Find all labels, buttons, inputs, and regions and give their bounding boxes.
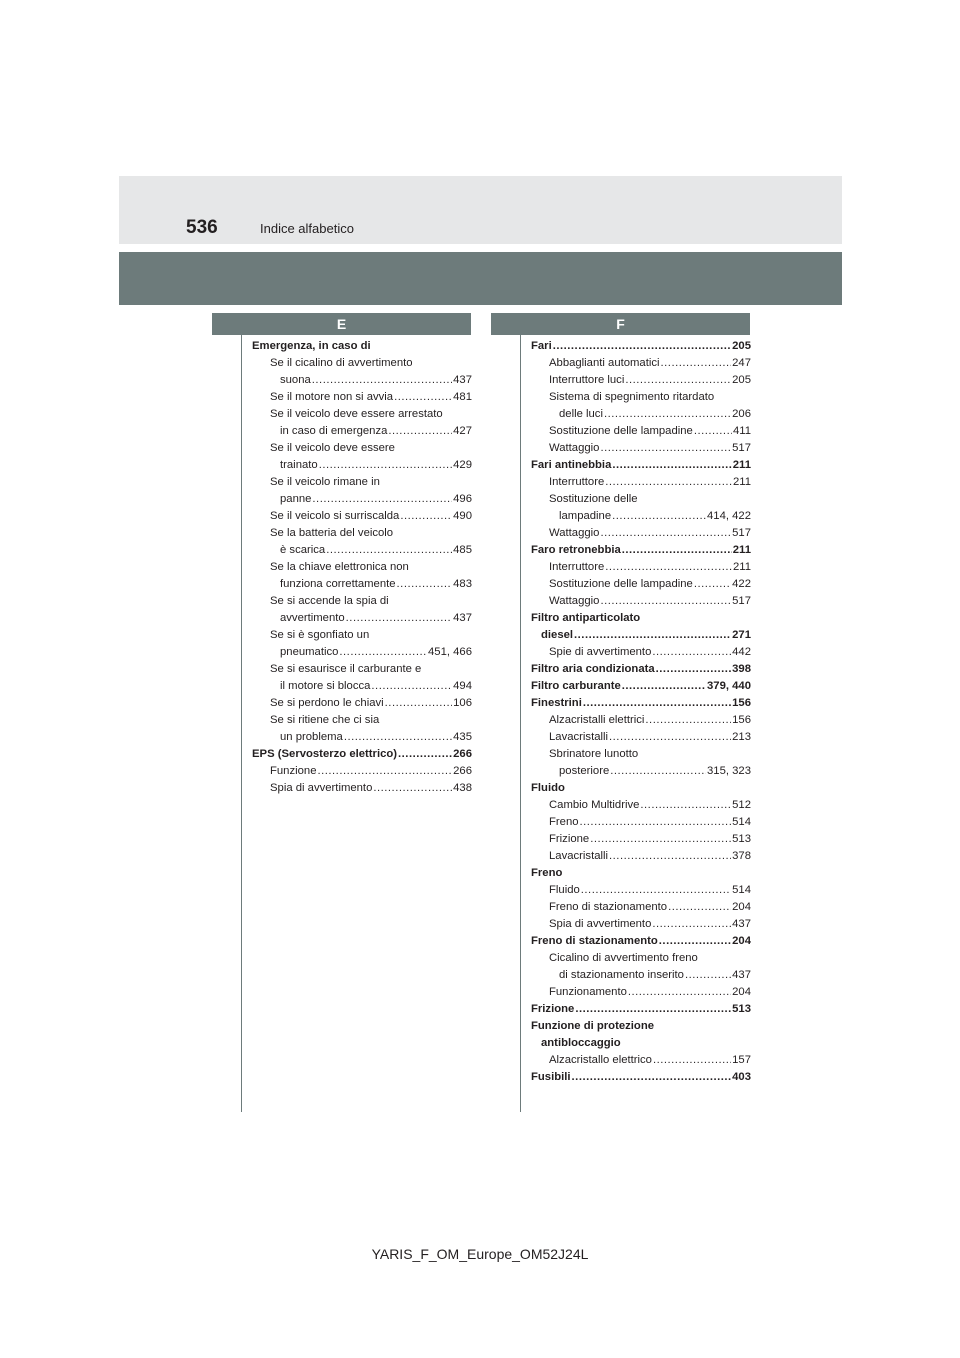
- entry-text: Frizione: [531, 1003, 575, 1015]
- index-entry: [252, 525, 472, 542]
- entry-page: 211: [732, 544, 751, 556]
- dot-leader: [346, 610, 452, 627]
- entry-page: 422: [732, 578, 751, 590]
- index-entry: [252, 355, 472, 372]
- index-entry: [531, 780, 751, 797]
- dot-leader: [590, 831, 731, 848]
- index-entry: [531, 559, 751, 576]
- letter-tab-e: E: [212, 313, 471, 335]
- entry-page: 490: [453, 510, 472, 522]
- entry-text: Se il veicolo deve essere: [270, 442, 395, 454]
- index-entry: [531, 525, 751, 542]
- entry-text: il motore si blocca: [280, 680, 371, 692]
- entry-text: Filtro antiparticolato: [531, 612, 641, 624]
- index-entry: [252, 746, 472, 763]
- document-code: YARIS_F_OM_Europe_OM52J24L: [371, 1246, 589, 1262]
- dot-leader: [668, 899, 731, 916]
- entry-text: Wattaggio: [549, 442, 600, 454]
- entry-text: Finestrini: [531, 697, 582, 709]
- index-entry: [531, 1018, 751, 1035]
- index-entry: [252, 729, 472, 746]
- index-entry: [531, 508, 751, 525]
- index-entry: [252, 627, 472, 644]
- dot-leader: [622, 542, 732, 559]
- entry-page: 442: [732, 646, 751, 658]
- entry-text: un problema: [280, 731, 343, 743]
- index-entry: [531, 763, 751, 780]
- index-entry: [531, 899, 751, 916]
- entry-text: Se si ritiene che ci sia: [270, 714, 380, 726]
- entry-text: in caso di emergenza: [280, 425, 388, 437]
- index-entry: [531, 712, 751, 729]
- entry-page: 437: [732, 969, 751, 981]
- entry-text: Se si esaurisce il carburante e: [270, 663, 422, 675]
- index-entry: [531, 695, 751, 712]
- entry-text: Se la chiave elettronica non: [270, 561, 409, 573]
- index-entry: [531, 882, 751, 899]
- entry-text: antibloccaggio: [541, 1037, 621, 1049]
- index-entry: [531, 1035, 751, 1052]
- entry-text: Wattaggio: [549, 595, 600, 607]
- index-entry: [531, 372, 751, 389]
- entry-text: Spia di avvertimento: [549, 918, 652, 930]
- entry-text: Lavacristalli: [549, 731, 609, 743]
- dot-leader: [398, 746, 452, 763]
- index-entry: [252, 406, 472, 423]
- entry-text: Funzionamento: [549, 986, 627, 998]
- dot-leader: [640, 797, 731, 814]
- column-divider-right: [520, 335, 521, 1112]
- entry-text: Emergenza, in caso di: [252, 340, 371, 352]
- entry-text: Lavacristalli: [549, 850, 609, 862]
- index-entry: [252, 542, 472, 559]
- dot-leader: [583, 695, 731, 712]
- entry-text: funziona correttamente: [280, 578, 396, 590]
- index-entry: [252, 780, 472, 797]
- dot-leader: [580, 814, 732, 831]
- index-entry: [252, 389, 472, 406]
- entry-text: Wattaggio: [549, 527, 600, 539]
- entry-page: 517: [732, 442, 751, 454]
- entry-page: 437: [453, 374, 472, 386]
- entry-text: Interruttore luci: [549, 374, 625, 386]
- index-entry: [252, 338, 472, 355]
- index-entry: [252, 372, 472, 389]
- entry-text: Sostituzione delle lampadine: [549, 425, 693, 437]
- entry-page: 403: [732, 1071, 751, 1083]
- entry-page: 204: [732, 935, 751, 947]
- index-entry: [531, 644, 751, 661]
- index-entry: [531, 661, 751, 678]
- entry-text: Se la batteria del veicolo: [270, 527, 394, 539]
- dot-leader: [385, 695, 452, 712]
- entry-text: Fluido: [531, 782, 565, 794]
- dot-leader: [317, 763, 452, 780]
- entry-text: Spie di avvertimento: [549, 646, 652, 658]
- dot-leader: [612, 457, 731, 474]
- index-column-e: [252, 338, 472, 797]
- entry-text: Alzacristalli elettrici: [549, 714, 645, 726]
- entry-text: pneumatico: [280, 646, 339, 658]
- dot-leader: [609, 848, 731, 865]
- index-entry: [531, 440, 751, 457]
- index-entry: [531, 950, 751, 967]
- entry-page: 315, 323: [707, 765, 751, 777]
- entry-text: Fari: [531, 340, 552, 352]
- entry-page: 266: [453, 765, 472, 777]
- entry-page: 494: [453, 680, 472, 692]
- dot-leader: [575, 1001, 731, 1018]
- index-entry: [252, 559, 472, 576]
- entry-page: 411: [732, 425, 751, 437]
- index-entry: [531, 916, 751, 933]
- index-entry: [531, 491, 751, 508]
- entry-text: Alzacristallo elettrico: [549, 1054, 652, 1066]
- entry-text: Fluido: [549, 884, 580, 896]
- index-entry: [531, 355, 751, 372]
- entry-page: 513: [732, 1003, 751, 1015]
- index-entry: [531, 1069, 751, 1086]
- entry-text: Se il veicolo si surriscalda: [270, 510, 400, 522]
- entry-page: 414, 422: [707, 510, 751, 522]
- index-entry: [531, 406, 751, 423]
- entry-page: 266: [453, 748, 472, 760]
- entry-page: 271: [732, 629, 751, 641]
- entry-text: Cicalino di avvertimento freno: [549, 952, 698, 964]
- dot-leader: [400, 508, 452, 525]
- entry-text: Sistema di spegnimento ritardato: [549, 391, 715, 403]
- index-entry: [531, 746, 751, 763]
- index-entry: [252, 644, 472, 661]
- dot-leader: [604, 406, 731, 423]
- index-entry: [252, 474, 472, 491]
- index-entry: [252, 610, 472, 627]
- entry-page: 156: [732, 714, 751, 726]
- entry-page: 435: [453, 731, 472, 743]
- dot-leader: [553, 338, 731, 355]
- entry-page: 378: [732, 850, 751, 862]
- entry-text: Se il cicalino di avvertimento: [270, 357, 413, 369]
- dot-leader: [628, 984, 731, 1001]
- section-title: Indice alfabetico: [260, 221, 354, 236]
- header-band: [119, 176, 842, 244]
- entry-page: 512: [732, 799, 751, 811]
- dot-leader: [659, 933, 731, 950]
- dot-leader: [652, 644, 731, 661]
- page-number: 536: [186, 217, 218, 238]
- dot-leader: [652, 916, 731, 933]
- dot-leader: [312, 372, 452, 389]
- entry-page: 485: [453, 544, 472, 556]
- entry-page: 379, 440: [707, 680, 751, 692]
- entry-page: 211: [732, 459, 751, 471]
- letter-tab-f: F: [491, 313, 750, 335]
- index-entry: [531, 933, 751, 950]
- entry-page: 437: [453, 612, 472, 624]
- entry-page: 106: [453, 697, 472, 709]
- dot-leader: [653, 1052, 731, 1069]
- entry-text: diesel: [541, 629, 574, 641]
- index-entry: [252, 661, 472, 678]
- entry-text: Filtro carburante: [531, 680, 621, 692]
- dot-leader: [685, 967, 731, 984]
- dot-leader: [371, 678, 452, 695]
- entry-page: 205: [732, 374, 751, 386]
- dot-leader: [373, 780, 452, 797]
- index-entry: [531, 831, 751, 848]
- entry-text: di stazionamento inserito: [559, 969, 684, 981]
- index-entry: [531, 678, 751, 695]
- entry-text: Interruttore: [549, 476, 605, 488]
- entry-page: 438: [453, 782, 472, 794]
- dot-leader: [319, 457, 452, 474]
- index-entry: [531, 627, 751, 644]
- entry-page: 247: [732, 357, 751, 369]
- entry-page: 211: [732, 476, 751, 488]
- entry-page: 427: [453, 425, 472, 437]
- index-entry: [531, 797, 751, 814]
- index-entry: [531, 848, 751, 865]
- entry-page: 205: [732, 340, 751, 352]
- entry-page: 206: [732, 408, 751, 420]
- index-entry: [531, 576, 751, 593]
- index-entry: [252, 491, 472, 508]
- entry-text: Faro retronebbia: [531, 544, 621, 556]
- entry-text: EPS (Servosterzo elettrico): [252, 748, 398, 760]
- dot-leader: [581, 882, 731, 899]
- dot-leader: [610, 763, 706, 780]
- dot-leader: [612, 508, 706, 525]
- entry-page: 496: [453, 493, 472, 505]
- index-column-f: [531, 338, 751, 1086]
- entry-page: 204: [732, 901, 751, 913]
- entry-page: 211: [732, 561, 751, 573]
- entry-text: Funzione di protezione: [531, 1020, 655, 1032]
- index-entry: [531, 967, 751, 984]
- index-entry: [531, 814, 751, 831]
- index-entry: [252, 763, 472, 780]
- entry-text: delle luci: [559, 408, 603, 420]
- entry-text: Se si è sgonfiato un: [270, 629, 370, 641]
- entry-page: 398: [732, 663, 751, 675]
- index-entry: [531, 729, 751, 746]
- dot-leader: [600, 593, 731, 610]
- chapter-band: [119, 252, 842, 305]
- index-entry: [531, 610, 751, 627]
- entry-page: 514: [732, 816, 751, 828]
- dot-leader: [609, 729, 731, 746]
- entry-text: Freno di stazionamento: [549, 901, 668, 913]
- index-entry: [531, 389, 751, 406]
- index-entry: [531, 984, 751, 1001]
- dot-leader: [622, 678, 706, 695]
- index-entry: [252, 440, 472, 457]
- dot-leader: [394, 389, 452, 406]
- entry-text: Freno di stazionamento: [531, 935, 658, 947]
- dot-leader: [694, 423, 732, 440]
- entry-text: Funzione: [270, 765, 317, 777]
- entry-page: 513: [732, 833, 751, 845]
- entry-text: Se si accende la spia di: [270, 595, 389, 607]
- entry-page: 156: [732, 697, 751, 709]
- entry-page: 483: [453, 578, 472, 590]
- entry-page: 157: [732, 1054, 751, 1066]
- index-entry: [252, 423, 472, 440]
- index-entry: [531, 474, 751, 491]
- column-divider-left: [241, 335, 242, 1112]
- entry-page: 517: [732, 527, 751, 539]
- entry-text: Se il motore non si avvia: [270, 391, 394, 403]
- entry-text: Fari antinebbia: [531, 459, 612, 471]
- index-entry: [252, 593, 472, 610]
- entry-text: Se si perdono le chiavi: [270, 697, 384, 709]
- entry-page: 514: [732, 884, 751, 896]
- entry-page: 451, 466: [428, 646, 472, 658]
- dot-leader: [694, 576, 731, 593]
- dot-leader: [397, 576, 453, 593]
- index-entry: [531, 423, 751, 440]
- dot-leader: [661, 355, 732, 372]
- entry-text: Sostituzione delle: [549, 493, 638, 505]
- entry-text: Interruttore: [549, 561, 605, 573]
- dot-leader: [312, 491, 452, 508]
- entry-text: Se il veicolo deve essere arrestato: [270, 408, 443, 420]
- dot-leader: [625, 372, 731, 389]
- dot-leader: [600, 525, 731, 542]
- index-entry: [252, 678, 472, 695]
- index-entry: [531, 593, 751, 610]
- dot-leader: [605, 474, 732, 491]
- entry-page: 204: [732, 986, 751, 998]
- dot-leader: [605, 559, 732, 576]
- index-entry: [531, 457, 751, 474]
- index-entry: [252, 508, 472, 525]
- entry-text: lampadine: [559, 510, 612, 522]
- index-entry: [252, 712, 472, 729]
- entry-page: 481: [453, 391, 472, 403]
- index-entry: [531, 338, 751, 355]
- entry-text: suona: [280, 374, 311, 386]
- entry-text: Fusibili: [531, 1071, 571, 1083]
- entry-text: Freno: [549, 816, 579, 828]
- dot-leader: [344, 729, 452, 746]
- entry-text: Cambio Multidrive: [549, 799, 640, 811]
- entry-text: Freno: [531, 867, 563, 879]
- index-entry: [531, 865, 751, 882]
- entry-text: avvertimento: [280, 612, 345, 624]
- index-entry: [531, 1052, 751, 1069]
- entry-text: trainato: [280, 459, 318, 471]
- entry-text: è scarica: [280, 544, 326, 556]
- entry-text: panne: [280, 493, 312, 505]
- index-entry: [531, 542, 751, 559]
- entry-text: Abbaglianti automatici: [549, 357, 660, 369]
- entry-text: Sostituzione delle lampadine: [549, 578, 693, 590]
- index-entry: [252, 695, 472, 712]
- entry-text: Filtro aria condizionata: [531, 663, 655, 675]
- dot-leader: [574, 627, 731, 644]
- entry-page: 517: [732, 595, 751, 607]
- index-entry: [531, 1001, 751, 1018]
- dot-leader: [600, 440, 731, 457]
- dot-leader: [326, 542, 452, 559]
- entry-text: Spia di avvertimento: [270, 782, 373, 794]
- entry-text: Frizione: [549, 833, 590, 845]
- entry-page: 213: [732, 731, 751, 743]
- entry-page: 429: [453, 459, 472, 471]
- index-entry: [252, 457, 472, 474]
- dot-leader: [645, 712, 731, 729]
- entry-text: Se il veicolo rimane in: [270, 476, 380, 488]
- index-entry: [252, 576, 472, 593]
- dot-leader: [572, 1069, 732, 1086]
- dot-leader: [388, 423, 452, 440]
- dot-leader: [656, 661, 731, 678]
- entry-text: posteriore: [559, 765, 610, 777]
- dot-leader: [339, 644, 427, 661]
- entry-page: 437: [732, 918, 751, 930]
- entry-text: Sbrinatore lunotto: [549, 748, 639, 760]
